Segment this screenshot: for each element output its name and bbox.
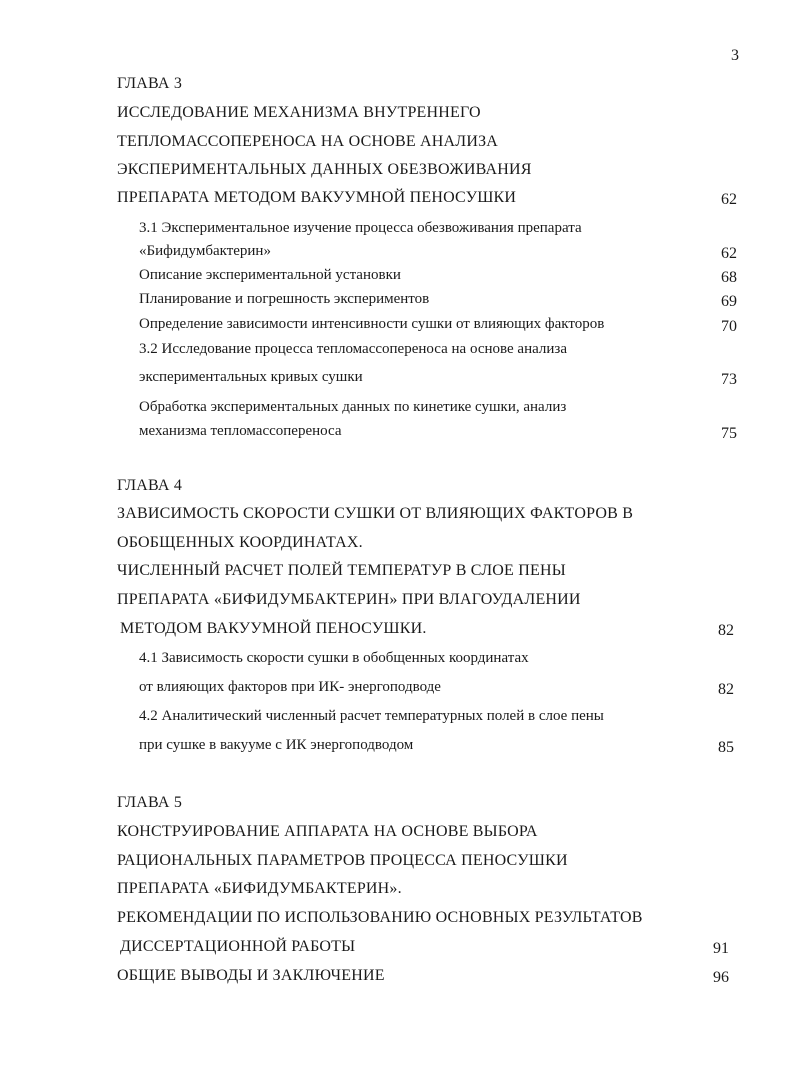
toc-entry-4-2-line-2: при сушке в вакууме с ИК энергоподводом xyxy=(139,737,414,753)
toc-entry-3-2-page: 73 xyxy=(721,371,737,388)
chapter5-label: ГЛАВА 5 xyxy=(117,794,183,811)
chapter5-title-line-3: ПРЕПАРАТА «БИФИДУМБАКТЕРИН». xyxy=(117,880,402,897)
chapter4-title-line-3: ЧИСЛЕННЫЙ РАСЧЕТ ПОЛЕЙ ТЕМПЕРАТУР В СЛОЕ ПЕНЫ xyxy=(117,562,566,579)
toc-entry-3-1-page: 62 xyxy=(721,245,737,262)
toc-entry-planning-page: 69 xyxy=(721,293,737,310)
chapter3-page: 62 xyxy=(721,191,737,208)
toc-entry-4-1-line-1: 4.1 Зависимость скорости сушки в обобщенных координатах xyxy=(139,650,529,666)
toc-entry-processing-line-2: механизма тепломассопереноса xyxy=(139,423,342,439)
toc-entry-processing-line-1: Обработка экспериментальных данных по кинетике сушки, анализ xyxy=(139,399,567,415)
chapter5-title-line-2: РАЦИОНАЛЬНЫХ ПАРАМЕТРОВ ПРОЦЕССА ПЕНОСУШКИ xyxy=(117,852,568,869)
toc-entry-4-1-line-2: от влияющих факторов при ИК- энергоподводе xyxy=(139,679,441,695)
chapter3-title-line-1: ИССЛЕДОВАНИЕ МЕХАНИЗМА ВНУТРЕННЕГО xyxy=(117,104,481,121)
chapter4-label: ГЛАВА 4 xyxy=(117,477,183,494)
conclusion-page: 96 xyxy=(713,969,729,986)
toc-entry-3-1-line-1: 3.1 Экспериментальное изучение процесса обезвоживания препарата xyxy=(139,220,582,236)
chapter5-title-line-1: КОНСТРУИРОВАНИЕ АППАРАТА НА ОСНОВЕ ВЫБОРА xyxy=(117,823,538,840)
chapter5-page: 91 xyxy=(713,940,729,957)
chapter3-title-line-3: ЭКСПЕРИМЕНТАЛЬНЫХ ДАННЫХ ОБЕЗВОЖИВАНИЯ xyxy=(117,161,532,178)
toc-entry-3-2-line-1: 3.2 Исследование процесса тепломассопереноса на основе анализа xyxy=(139,341,567,357)
chapter5-title-line-5: ДИССЕРТАЦИОННОЙ РАБОТЫ xyxy=(120,938,356,955)
page-number: 3 xyxy=(731,47,739,64)
toc-entry-intensity: Определение зависимости интенсивности сушки от влияющих факторов xyxy=(139,316,605,332)
chapter4-title-line-2: ОБОБЩЕННЫХ КООРДИНАТАХ. xyxy=(117,534,363,551)
toc-entry-4-2-line-1: 4.2 Аналитический численный расчет температурных полей в слое пены xyxy=(139,708,604,724)
toc-entry-planning: Планирование и погрешность экспериментов xyxy=(139,291,430,307)
toc-entry-4-1-page: 82 xyxy=(718,681,734,698)
chapter3-label: ГЛАВА 3 xyxy=(117,75,183,92)
toc-entry-3-1-line-2: «Бифидумбактерин» xyxy=(139,243,271,259)
toc-entry-setup-page: 68 xyxy=(721,269,737,286)
chapter4-title-line-1: ЗАВИСИМОСТЬ СКОРОСТИ СУШКИ ОТ ВЛИЯЮЩИХ ФАКТОРОВ В xyxy=(117,505,634,522)
chapter3-title-line-4: ПРЕПАРАТА МЕТОДОМ ВАКУУМНОЙ ПЕНОСУШКИ xyxy=(117,189,517,206)
chapter4-title-line-4: ПРЕПАРАТА «БИФИДУМБАКТЕРИН» ПРИ ВЛАГОУДАЛЕНИИ xyxy=(117,591,581,608)
toc-entry-processing-page: 75 xyxy=(721,425,737,442)
toc-entry-setup: Описание экспериментальной установки xyxy=(139,267,401,283)
chapter5-title-line-4: РЕКОМЕНДАЦИИ ПО ИСПОЛЬЗОВАНИЮ ОСНОВНЫХ РЕЗУЛЬТАТОВ xyxy=(117,909,643,926)
conclusion-title: ОБЩИЕ ВЫВОДЫ И ЗАКЛЮЧЕНИЕ xyxy=(117,967,385,984)
chapter3-title-line-2: ТЕПЛОМАССОПЕРЕНОСА НА ОСНОВЕ АНАЛИЗА xyxy=(117,133,499,150)
toc-entry-4-2-page: 85 xyxy=(718,739,734,756)
toc-entry-intensity-page: 70 xyxy=(721,318,737,335)
chapter4-page: 82 xyxy=(718,622,734,639)
toc-entry-3-2-line-2: экспериментальных кривых сушки xyxy=(139,369,363,385)
chapter4-title-line-5: МЕТОДОМ ВАКУУМНОЙ ПЕНОСУШКИ. xyxy=(120,620,427,637)
